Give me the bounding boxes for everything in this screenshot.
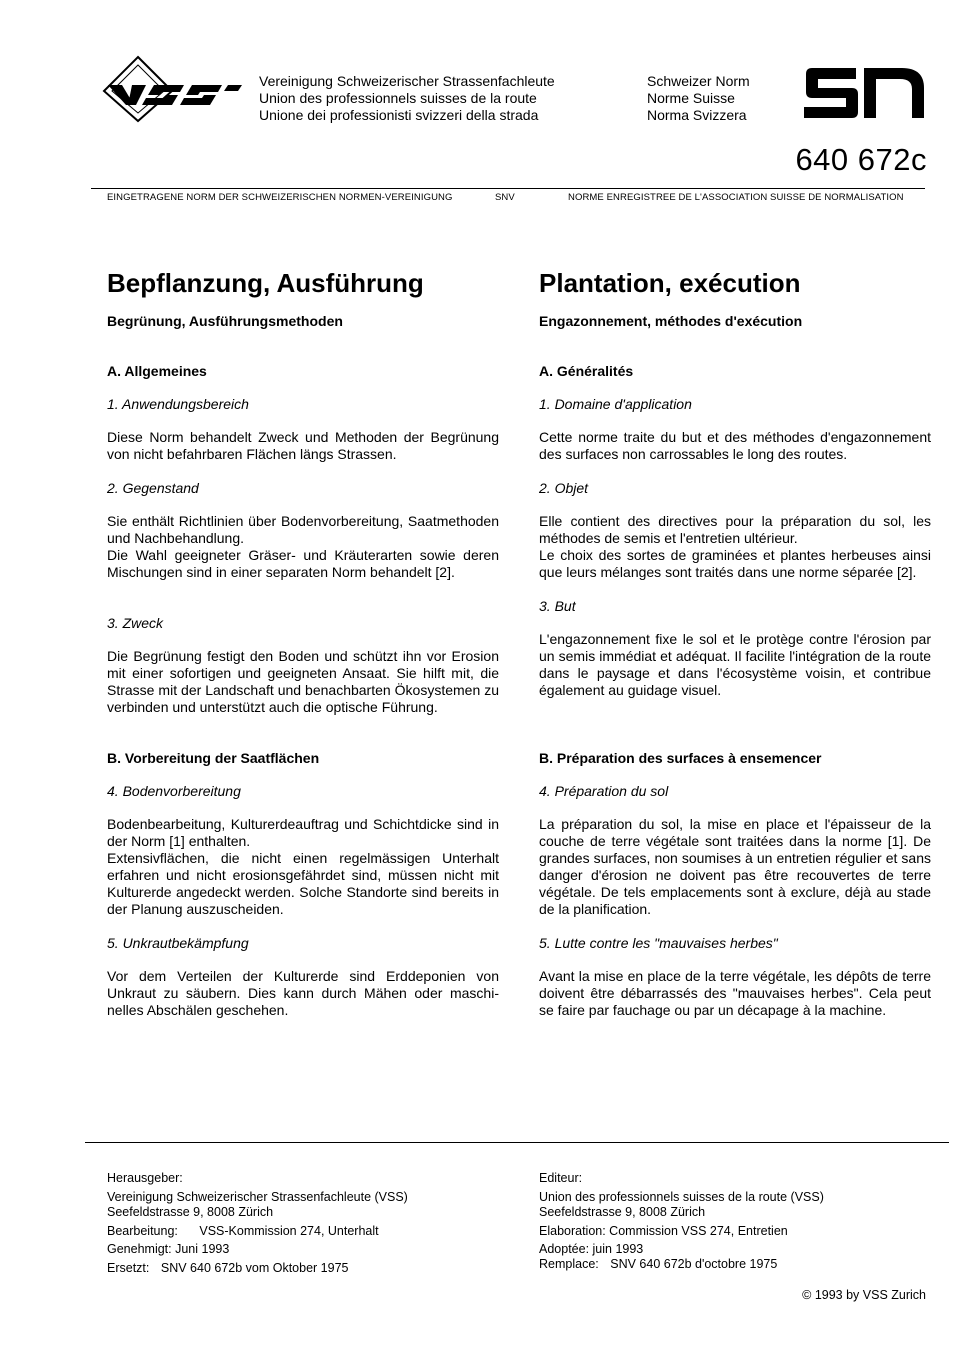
replaces-label-fr: Remplace: <box>539 1257 599 1271</box>
item-2-text-b-fr: Le choix des sortes de graminées et plantes herbeuses ainsi que leurs mélanges sont traités dans une norme séparée [2]. <box>539 547 931 580</box>
german-column <box>107 268 499 1019</box>
publisher-label-fr: Editeur: <box>539 1171 583 1185</box>
replaces-value-de: SNV 640 672b vom Oktober 1975 <box>160 1261 349 1275</box>
item-3-heading-de: 3. Zweck <box>107 615 164 631</box>
item-4-text-fr: La préparation du sol, la mise en place et l'épaisseur de la couche de terre végétale sont traitées dans la norme [1]. De grandes surfaces, non soumises à un entretien régulier et sans danger d'érosion ne doivent pas être recouvertes de terre végétale. De tels emplacements sont à exclure, déjà au stade de la planification. <box>539 816 931 917</box>
item-4-text-a-de: Bodenbearbeitung, Kulturerdeauftrag und Schichtdicke sind in der Norm [1] enthalten. <box>107 816 499 849</box>
section-b-heading-fr: B. Préparation des surfaces à ensemencer <box>539 750 822 766</box>
footer-publisher-de <box>107 1171 507 1276</box>
editing-value-de: VSS-Kommission 274, Unterhalt <box>199 1224 379 1238</box>
norm-type-de: Schweizer Norm <box>647 73 750 89</box>
replaces-value-fr: SNV 640 672b d'octobre 1975 <box>610 1257 778 1271</box>
title-fr: Plantation, exécution <box>539 268 801 298</box>
item-1-text-de: Diese Norm behandelt Zweck und Methoden der Begrünung von nicht befahrbaren Flächen längs Strassen. <box>107 429 499 462</box>
item-3-text-de: Die Begrünung festigt den Boden und schützt ihn vor Erosion mit einer sofortigen und geeigneten Ansaat. Sie hilft mit, die Strasse mit der Landschaft und benachbarten Ökosystemen zu verbinden und unterstützt auch die optische Führung. <box>107 648 499 715</box>
item-2-text-b-de: Die Wahl geeigneter Gräser- und Kräuterarten sowie deren Mischungen sind in einer separaten Norm behandelt [2]. <box>107 547 499 580</box>
approved-de: Genehmigt: Juni 1993 <box>107 1242 230 1256</box>
item-1-heading-fr: 1. Domaine d'application <box>539 396 692 412</box>
item-4-heading-de: 4. Bodenvorbereitung <box>107 783 241 799</box>
norm-type-labels <box>647 73 750 124</box>
replaces-de <box>107 1261 507 1276</box>
footer-rule <box>85 1142 949 1143</box>
publisher-label-de: Herausgeber: <box>107 1171 183 1185</box>
norm-type-fr: Norme Suisse <box>647 90 735 106</box>
french-column <box>539 268 931 1019</box>
org-name-de: Vereinigung Schweizerischer Strassenfachleute <box>259 73 555 89</box>
org-name-fr: Union des professionnels suisses de la route <box>259 90 537 106</box>
editing-label-de: Bearbeitung: <box>107 1224 178 1238</box>
item-1-text-fr: Cette norme traite du but et des méthodes d'engazonnement des surfaces non carrossables le long des routes. <box>539 429 931 462</box>
replaces-fr <box>539 1257 929 1272</box>
item-5-heading-de: 5. Unkrautbekämpfung <box>107 935 249 951</box>
section-b-heading-de: B. Vorbereitung der Saatflächen <box>107 750 320 766</box>
sn-logo <box>804 68 928 120</box>
item-4-text-b-de: Extensivflächen, die nicht einen regelmässigen Unterhalt erfahren und nicht erosionsgefährdet sind, müssen nicht mit Kulturerde angedeckt werden. Solche Standorte sind bereits in der Planung auszuscheiden. <box>107 850 499 917</box>
publisher-org-fr: Union des professionnels suisses de la route (VSS) <box>539 1190 824 1204</box>
norm-number: 640 672c <box>795 142 927 177</box>
publisher-address-fr: Seefeldstrasse 9, 8008 Zürich <box>539 1205 706 1219</box>
section-a-heading-de: A. Allgemeines <box>107 363 207 379</box>
publisher-address-de: Seefeldstrasse 9, 8008 Zürich <box>107 1205 274 1219</box>
item-3-text-fr: L'engazonnement fixe le sol et le protège contre l'érosion par un semis immédiat et adéquat. Il facilite l'intégration de la route dans le paysage et dans l'écosystème voisin, et contribue également au guidage visuel. <box>539 631 931 698</box>
org-name-it: Unione dei professionisti svizzeri della strada <box>259 107 539 123</box>
section-a-heading-fr: A. Généralités <box>539 363 634 379</box>
editing-de <box>107 1224 507 1239</box>
registration-snv: SNV <box>495 192 515 203</box>
norm-type-it: Norma Svizzera <box>647 107 747 123</box>
replaces-label-de: Ersetzt: <box>107 1261 150 1275</box>
vss-logo <box>102 55 244 123</box>
item-1-heading-de: 1. Anwendungsbereich <box>107 396 249 412</box>
title-de: Bepflanzung, Ausführung <box>107 268 424 298</box>
publisher-org-de: Vereinigung Schweizerischer Strassenfachleute (VSS) <box>107 1190 408 1204</box>
header-rule <box>91 188 925 189</box>
item-2-text-a-fr: Elle contient des directives pour la préparation du sol, les méthodes de semis et l'entretien ultérieur. <box>539 513 931 546</box>
item-5-text-fr: Avant la mise en place de la terre végétale, les dépôts de terre doivent être débarrassés des "mauvaises herbes". Cela peut se faire par fauchage ou par un décapage à la machine. <box>539 968 931 1018</box>
item-5-text-de: Vor dem Verteilen der Kulturerde sind Erddeponien von Unkraut zu säubern. Dies kann durch Mähen oder maschinelles Abschälen geschehen. <box>107 968 499 1018</box>
item-5-heading-fr: 5. Lutte contre les "mauvaises herbes" <box>539 935 778 951</box>
subtitle-fr: Engazonnement, méthodes d'exécution <box>539 313 803 329</box>
item-3-heading-fr: 3. But <box>539 598 576 614</box>
item-2-heading-fr: 2. Objet <box>539 480 589 496</box>
footer-publisher-fr <box>539 1171 929 1272</box>
item-4-heading-fr: 4. Préparation du sol <box>539 783 669 799</box>
organization-names <box>259 73 555 124</box>
registration-right: NORME ENREGISTREE DE L'ASSOCIATION SUISSE DE NORMALISATION <box>568 192 904 203</box>
registration-left: EINGETRAGENE NORM DER SCHWEIZERISCHEN NORMEN-VEREINIGUNG <box>107 192 453 203</box>
item-2-heading-de: 2. Gegenstand <box>107 480 199 496</box>
subtitle-de: Begrünung, Ausführungsmethoden <box>107 313 343 329</box>
item-2-text-a-de: Sie enthält Richtlinien über Bodenvorbereitung, Saatmethoden und Nachbehandlung. <box>107 513 499 546</box>
elaboration-fr: Elaboration: Commission VSS 274, Entretien <box>539 1224 788 1238</box>
approved-fr: Adoptée: juin 1993 <box>539 1242 644 1256</box>
copyright: © 1993 by VSS Zurich <box>802 1288 926 1302</box>
